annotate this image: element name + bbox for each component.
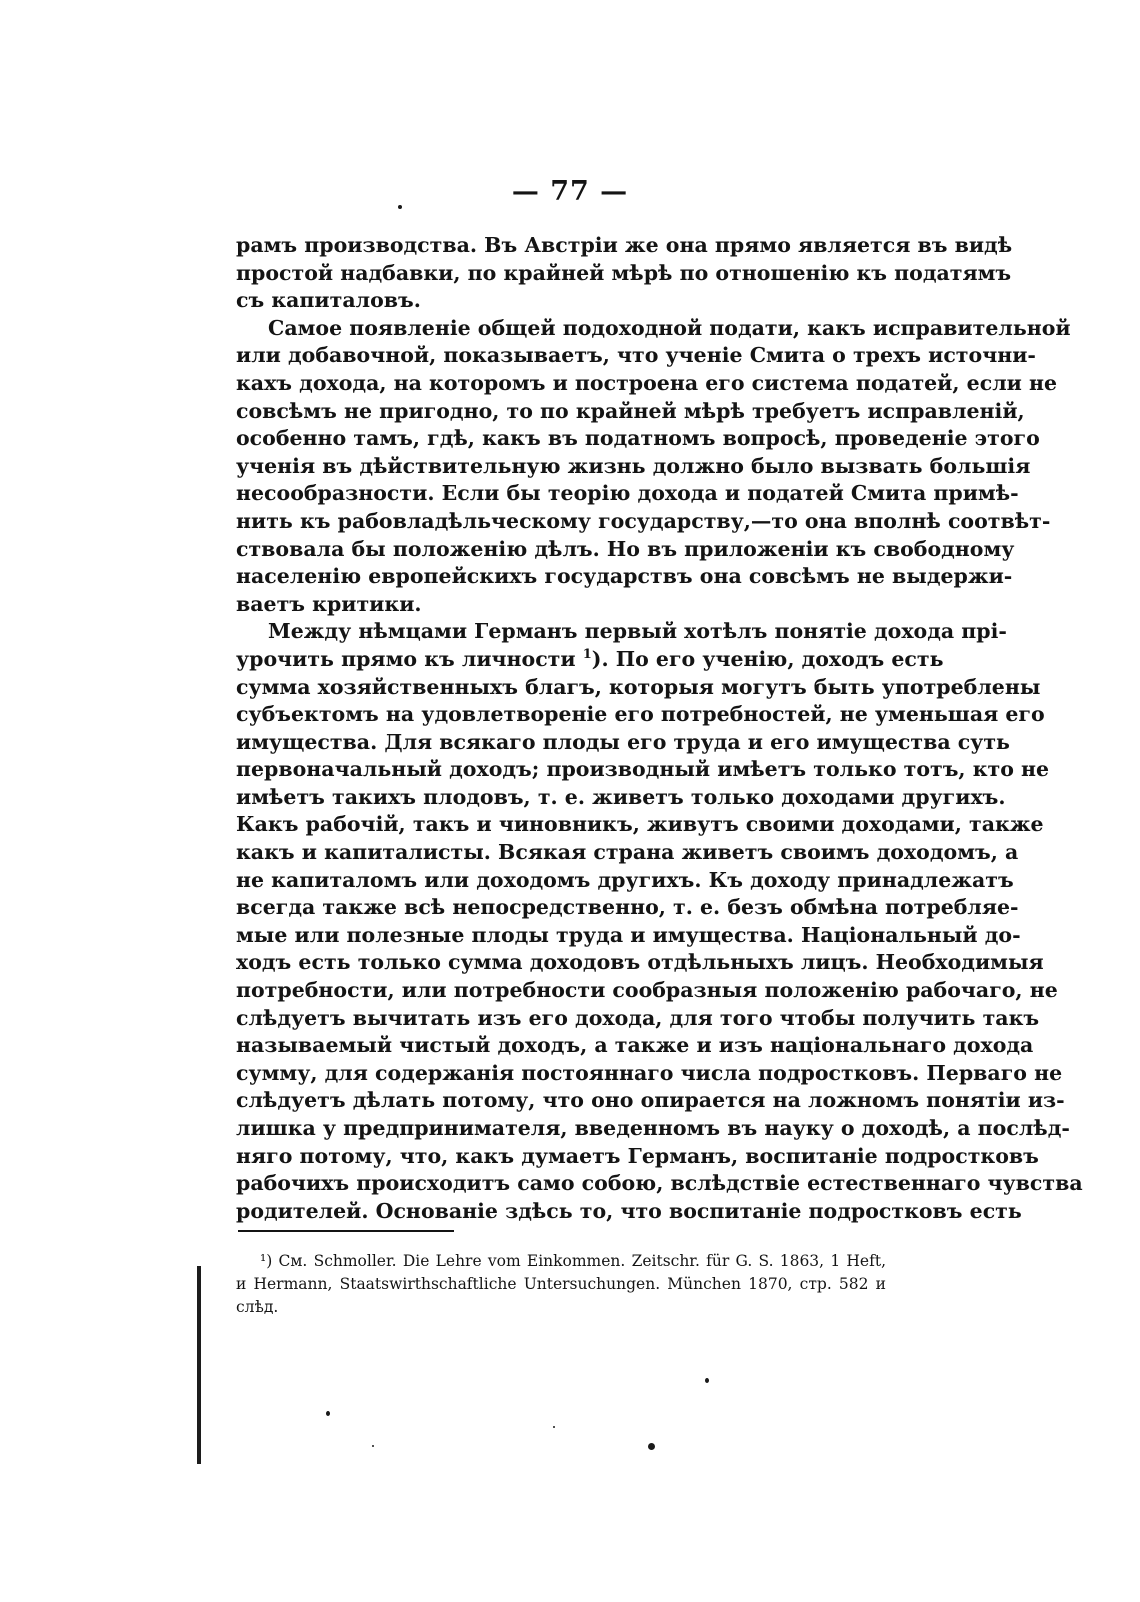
text-line: лишка у предпринимателя, введенномъ въ науку о доходѣ, а послѣд- (236, 1116, 1070, 1140)
text-line: съ капиталовъ. (236, 288, 421, 313)
scan-speck (372, 1445, 374, 1447)
text-line: ученія въ дѣйствительную жизнь должно было вызвать большія (236, 453, 1031, 478)
text-line: особенно тамъ, гдѣ, какъ въ податномъ вопросѣ, проведеніе этого (236, 426, 1040, 451)
text-line: или добавочной, показываетъ, что ученіе Смита о трехъ источни- (236, 343, 1036, 368)
text-line: ваетъ критики. (236, 591, 422, 616)
text-line: имѣетъ такихъ плодовъ, т. е. живетъ только доходами другихъ. (236, 784, 1006, 809)
text-line: Самое появленіе общей подоходной подати, какъ исправительной (268, 315, 1071, 340)
text-segment: урочить прямо къ личности (236, 646, 576, 671)
text-line: называемый чистый доходъ, а также и изъ національнаго дохода (236, 1033, 1034, 1058)
text-line: ходъ есть только сумма доходовъ отдѣльныхъ лицъ. Необходимыя (236, 950, 1044, 975)
footnote-divider (238, 1230, 454, 1232)
text-line: не капиталомъ или доходомъ другихъ. Къ доходу принадлежатъ (236, 867, 1014, 892)
text-line: населенію европейскихъ государствъ она совсѣмъ не выдержи- (236, 564, 1013, 589)
text-line: нить къ рабовладѣльческому государству,—то она вполнѣ соотвѣт- (236, 508, 1051, 533)
footnote-reference: 1 (582, 647, 592, 663)
footnote-marker: ¹) (260, 1252, 273, 1270)
footnote-line: слѣд. (236, 1298, 279, 1316)
text-line: рабочихъ происходитъ само собою, вслѣдствіе естественнаго чувства (236, 1171, 1083, 1196)
scan-speck (553, 1426, 555, 1428)
footnote-line: и Hermann, Staatswirthschaftliche Untersuchungen. München 1870, стр. 582 и (236, 1275, 886, 1293)
text-line: имущества. Для всякаго плоды его труда и его имущества суть (236, 729, 1010, 754)
text-segment: ). По его ученію, доходъ есть (591, 646, 944, 671)
text-line: сумму, для содержанія постояннаго числа подростковъ. Перваго не (236, 1060, 1063, 1085)
scan-speck (326, 1411, 330, 1416)
footnote-text: См. Schmoller. Die Lehre vom Einkommen. Zeitschr. für G. S. 1863, 1 Heft, (278, 1252, 886, 1270)
text-line: сумма хозяйственныхъ благъ, которыя могутъ быть употреблены (236, 674, 1041, 699)
scan-speck (648, 1443, 655, 1450)
text-line: простой надбавки, по крайней мѣрѣ по отношенію къ податямъ (236, 260, 1012, 285)
text-line: слѣдуетъ вычитать изъ его дохода, для того чтобы получить такъ (236, 1005, 1040, 1030)
footnote-line (236, 1250, 886, 1273)
text-line: ствовала бы положенію дѣлъ. Но въ приложеніи къ свободному (236, 536, 1015, 561)
text-line: первоначальный доходъ; производный имѣетъ только тотъ, кто не (236, 757, 1050, 782)
text-line: няго потому, что, какъ думаетъ Германъ, воспитаніе подростковъ (236, 1143, 1039, 1168)
text-line: несообразности. Если бы теорію дохода и податей Смита примѣ- (236, 481, 1019, 506)
scan-speck (705, 1378, 709, 1383)
page-number: — 77 — (511, 176, 629, 207)
text-line: родителей. Основаніе здѣсь то, что воспитаніе подростковъ есть (236, 1198, 1022, 1223)
text-line: совсѣмъ не пригодно, то по крайней мѣрѣ требуетъ исправленій, (236, 398, 1025, 423)
footnote (236, 1250, 886, 1319)
text-line: Между нѣмцами Германъ первый хотѣлъ понятіе дохода прі- (268, 619, 1007, 644)
text-line: всегда также всѣ непосредственно, т. е. безъ обмѣна потребляе- (236, 895, 1019, 920)
text-line: мые или полезные плоды труда и имущества. Національный до- (236, 922, 1021, 947)
scan-speck (398, 205, 402, 209)
text-line: потребности, или потребности сообразныя положенію рабочаго, не (236, 978, 1058, 1003)
text-line: какъ и капиталисты. Всякая страна живетъ своимъ доходомъ, а (236, 840, 1019, 865)
text-line: Какъ рабочій, такъ и чиновникъ, живутъ своими доходами, также (236, 812, 1044, 837)
text-line: рамъ производства. Въ Австріи же она прямо является въ видѣ (236, 233, 1013, 257)
text-line: слѣдуетъ дѣлать потому, что оно опирается на ложномъ понятіи из- (236, 1088, 1065, 1113)
body-text (236, 232, 1083, 1225)
scan-margin-mark (197, 1266, 201, 1464)
text-line: субъектомъ на удовлетвореніе его потребностей, не уменьшая его (236, 702, 1045, 727)
text-line (236, 646, 944, 674)
text-line: кахъ дохода, на которомъ и построена его система податей, если не (236, 370, 1058, 395)
